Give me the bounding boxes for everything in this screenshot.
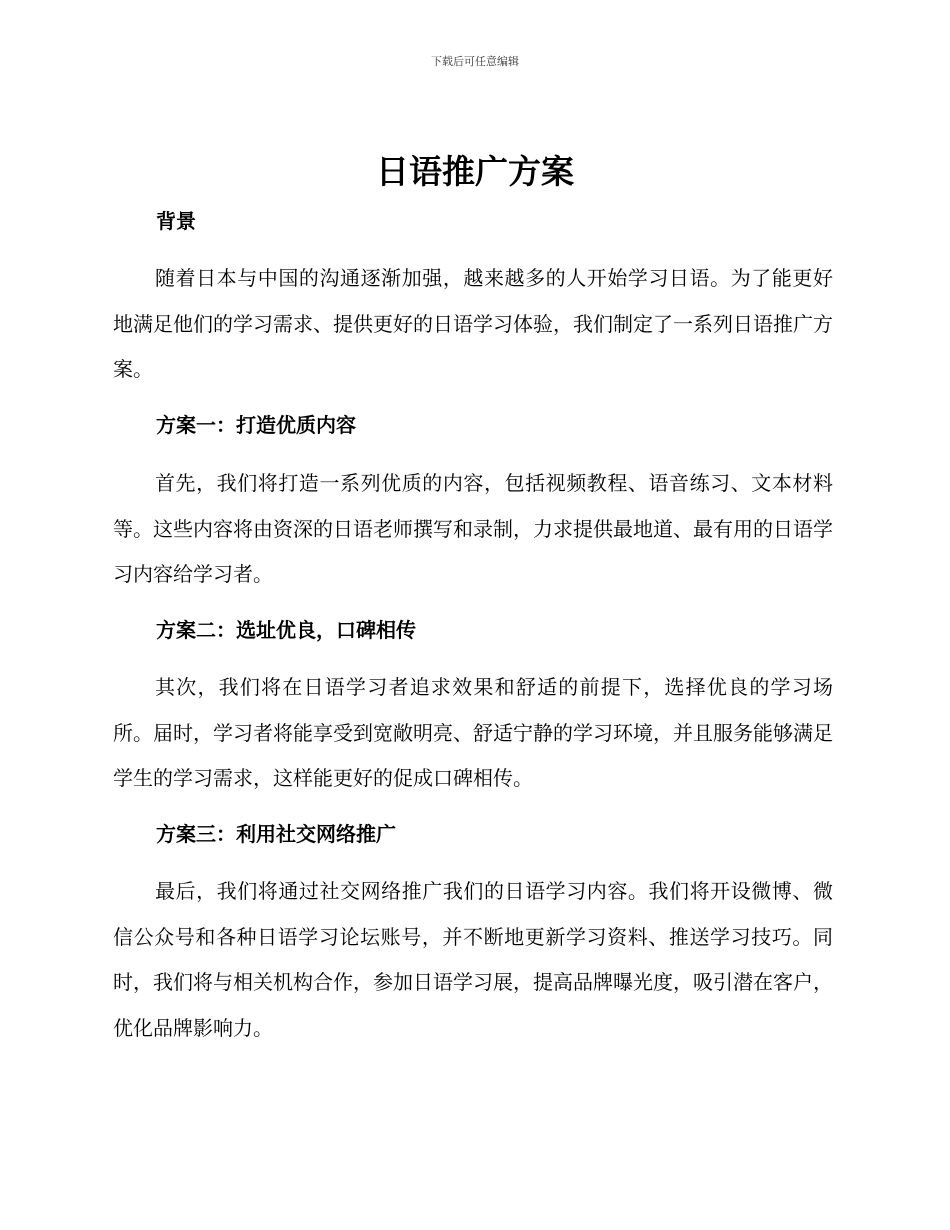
section-body-background: 随着日本与中国的沟通逐渐加强，越来越多的人开始学习日语。为了能更好地满足他们的学习需求、提供更好的日语学习体验，我们制定了一系列日语推广方案。 bbox=[113, 266, 833, 381]
section-body-plan-1: 首先，我们将打造一系列优质的内容，包括视频教程、语音练习、文本材料等。这些内容将由资深的日语老师撰写和录制，力求提供最地道、最有用的日语学习内容给学习者。 bbox=[113, 471, 833, 586]
section-heading-plan-3: 方案三：利用社交网络推广 bbox=[156, 822, 396, 846]
section-body-plan-2: 其次，我们将在日语学习者追求效果和舒适的前提下，选择优良的学习场所。届时，学习者将能享受到宽敞明亮、舒适宁静的学习环境，并且服务能够满足学生的学习需求，这样能更好的促成口碑相传。 bbox=[113, 675, 833, 790]
section-body-plan-3: 最后，我们将通过社交网络推广我们的日语学习内容。我们将开设微博、微信公众号和各种日语学习论坛账号，并不断地更新学习资料、推送学习技巧。同时，我们将与相关机构合作，参加日语学习展，提高品牌曝光度，吸引潜在客户，优化品牌影响力。 bbox=[113, 879, 833, 1040]
section-heading-plan-1: 方案一：打造优质内容 bbox=[156, 413, 356, 437]
page-header-note: 下载后可任意编辑 bbox=[431, 55, 519, 68]
document-title: 日语推广方案 bbox=[376, 152, 574, 191]
section-heading-background: 背景 bbox=[156, 209, 196, 233]
section-heading-plan-2: 方案二：选址优良，口碑相传 bbox=[156, 618, 416, 642]
